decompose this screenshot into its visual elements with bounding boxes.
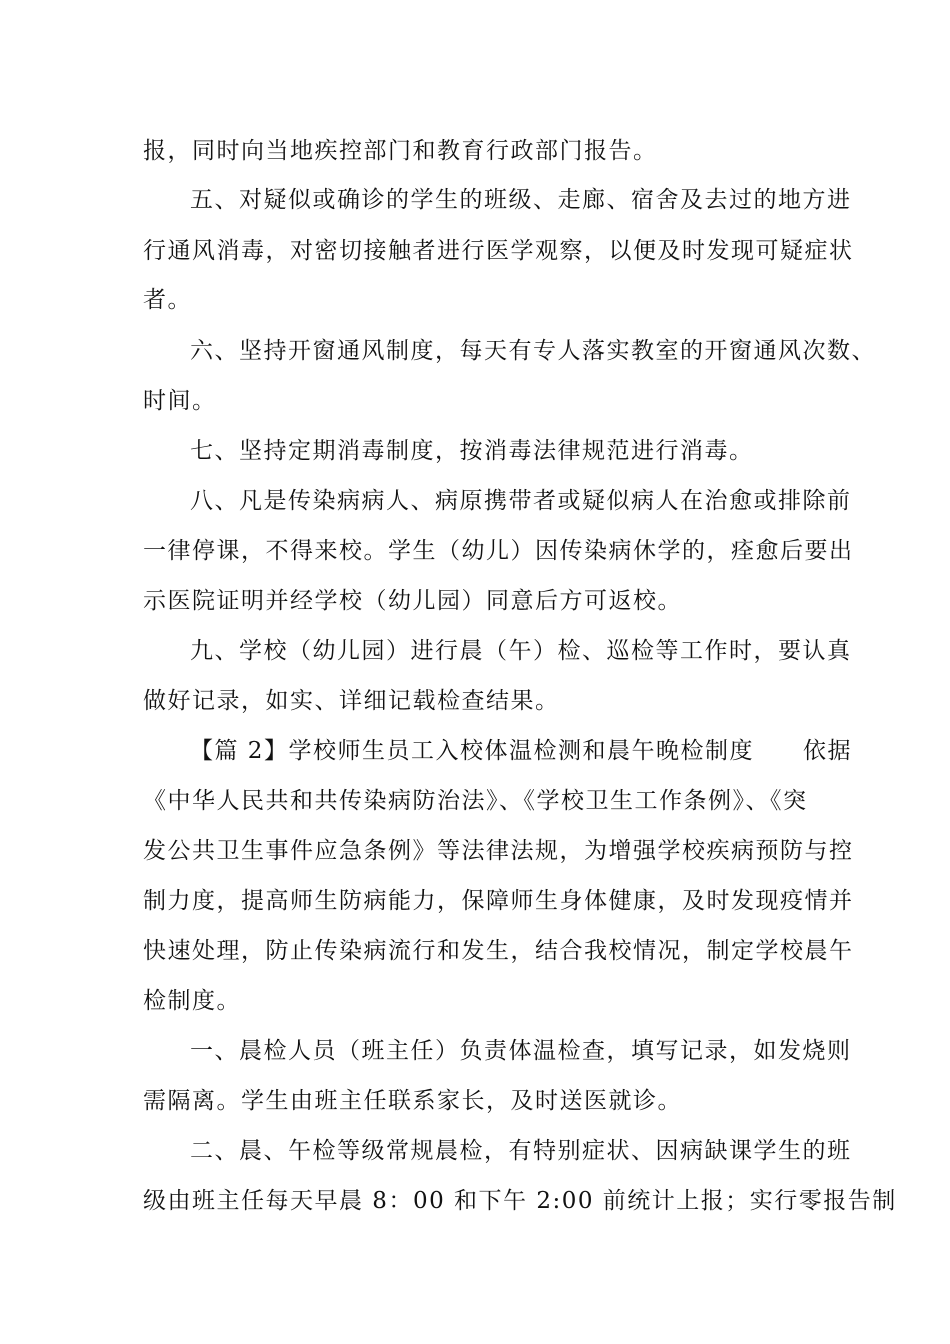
text-line: 示医院证明并经学校（幼儿园）同意后方可返校。 [143, 588, 682, 614]
text-line: 二、晨、午检等级常规晨检，有特别症状、因病缺课学生的班 [190, 1138, 852, 1164]
section-heading: 【篇 2】学校师生员工入校体温检测和晨午晚检制度 依据 [190, 738, 852, 764]
text-line: 制力度，提高师生防病能力，保障师生身体健康，及时发现疫情并 [143, 888, 854, 914]
text-line: 行通风消毒，对密切接触者进行医学观察，以便及时发现可疑症状 [143, 238, 854, 264]
text-line: 七、坚持定期消毒制度，按消毒法律规范进行消毒。 [190, 438, 754, 464]
text-line: 做好记录，如实、详细记载检查结果。 [143, 688, 560, 714]
text-line: 一律停课，不得来校。学生（幼儿）因传染病休学的，痊愈后要出 [143, 538, 854, 564]
text-line: 一、晨检人员（班主任）负责体温检查，填写记录，如发烧则 [190, 1038, 852, 1064]
text-line: 八、凡是传染病病人、病原携带者或疑似病人在治愈或排除前 [190, 488, 852, 514]
text-line: 报，同时向当地疾控部门和教育行政部门报告。 [143, 138, 658, 164]
text-line: 者。 [143, 287, 192, 313]
text-line: 《中华人民共和共传染病防治法》、《学校卫生工作条例》、《突 [143, 788, 808, 814]
text-line: 需隔离。学生由班主任联系家长，及时送医就诊。 [143, 1088, 682, 1114]
text-line: 级由班主任每天早晨 8：00 和下午 2:00 前统计上报；实行零报告制 [143, 1188, 897, 1214]
text-line: 六、坚持开窗通风制度，每天有专人落实教室的开窗通风次数、 [190, 338, 876, 364]
text-line: 五、对疑似或确诊的学生的班级、走廊、宿舍及去过的地方进 [190, 187, 852, 213]
text-line: 发公共卫生事件应急条例》等法律法规，为增强学校疾病预防与控 [143, 838, 854, 864]
text-line: 快速处理，防止传染病流行和发生，结合我校情况，制定学校晨午 [143, 938, 854, 964]
text-line: 时间。 [143, 388, 217, 414]
text-line: 检制度。 [143, 988, 241, 1014]
text-line: 九、学校（幼儿园）进行晨（午）检、巡检等工作时，要认真 [190, 638, 852, 664]
